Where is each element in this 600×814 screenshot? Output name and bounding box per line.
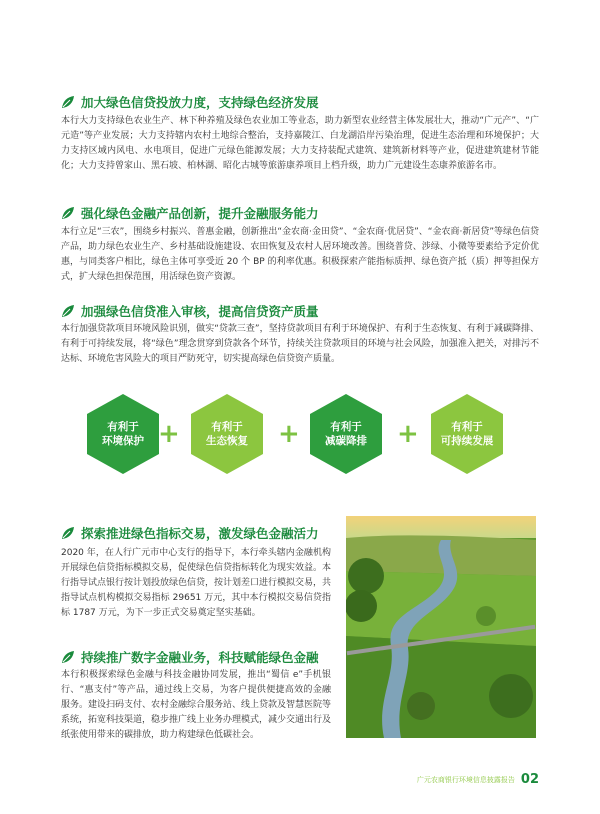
section-2-title: 强化绿色金融产品创新，提升金融服务能力: [61, 204, 319, 222]
section-4-body: 2020 年，在人行广元市中心支行的指导下，本行牵头辖内金融机构开展绿色信贷指标模拟交易，促使绿色信贷指标转化为现实效益。本行指导试点银行按计划投放绿色信贷，按计划差口进行模拟交易，共指导试点机构模拟交易指标 29651 万元，其中本行模拟交易信贷指标 1787 万元，为下一步正式交易奠定坚实基础。: [61, 548, 332, 618]
hexagon-environment: 有利于 环境保护: [86, 393, 160, 475]
leaf-icon: [61, 526, 75, 540]
page-footer: [417, 772, 539, 787]
section-5-title: 持续推广数字金融业务，科技赋能绿色金融: [61, 648, 319, 666]
hexagon-sustainable: 有利于 可持续发展: [430, 393, 504, 475]
section-5-body: 本行积极探索绿色金融与科技金融协同发展，推出“蜀信 e”手机银行、“惠支付”等产品，通过线上交易，为客户提供便捷高效的金融服务。建设扫码支付、农村金融综合服务站、线上贷款及智慧医院等系统，拓宽科技渠道，稳步推广线上业务办理模式，减少交通出行及纸张使用带来的碳排放，助力构建绿色低碳社会。: [61, 670, 332, 740]
hexagon-carbon: 有利于 减碳降排: [309, 393, 383, 475]
section-3-body: 本行加强贷款项目环境风险识别，做实“贷款三查”，坚持贷款项目有利于环境保护、有利于生态恢复、有利于减碳降排、有利于可持续发展，将“绿色”理念贯穿到贷款各个环节，持续关注贷款项目的环境与社会风险，加强准入把关，对排污不达标、环境危害风险大的项目严防死守，切实提高绿色信贷资产质量。: [61, 324, 539, 364]
hexagon-ecology: 有利于 生态恢复: [190, 393, 264, 475]
section-1-title: 加大绿色信贷投放力度，支持绿色经济发展: [61, 93, 319, 111]
page-number: 02: [520, 772, 539, 787]
leaf-icon: [61, 95, 75, 109]
leaf-icon: [61, 650, 75, 664]
plus-sign: +: [278, 419, 300, 449]
section-1-body: 本行大力支持绿色农业生产、林下种养殖及绿色农业加工等业态，助力新型农业经营主体发展壮大，推动“广元产”、“广元造”等产业发展；大力支持辖内农村土地综合整治，支持嘉陵江、白龙湖沿岸污染治理，促进生态治理和环境保护；大力支持区域内风电、水电项目，促进广元绿色能源发展；大力支持装配式建筑、建筑新材料等产业，促进建筑建材节能化；大力支持曾家山、黑石坡、柏林湖、昭化古城等旅游康养项目上档升级，助力广元建设生态康养旅游名市。: [61, 116, 539, 171]
section-2-body: 本行立足“三农”，围绕乡村振兴、普惠金融，创新推出“金农商·金田贷”、“金农商·优居贷”、“金农商·新居贷”等绿色信贷产品，助力绿色农业生产、乡村基础设施建设、农田恢复及农村人居环境改善。围绕普贷、涉绿、小微等要素给予定价优惠，与同类客户相比，绿色主体可享受近 20 个 BP 的利率优惠。积极探索产能指标质押、绿色资产抵（质）押等担保方式，扩大绿色担保范围，用活绿色资产资源。: [61, 227, 539, 282]
footer-label: 广元农商银行环境信息披露报告: [416, 775, 515, 784]
river-landscape-photo: [346, 516, 536, 738]
leaf-icon: [61, 304, 75, 318]
plus-sign: +: [397, 419, 419, 449]
plus-sign: +: [158, 419, 180, 449]
section-3-title: 加强绿色信贷准入审核，提高信贷资产质量: [61, 302, 319, 320]
section-4-title: 探索推进绿色指标交易，激发绿色金融活力: [61, 524, 319, 542]
leaf-icon: [61, 206, 75, 220]
